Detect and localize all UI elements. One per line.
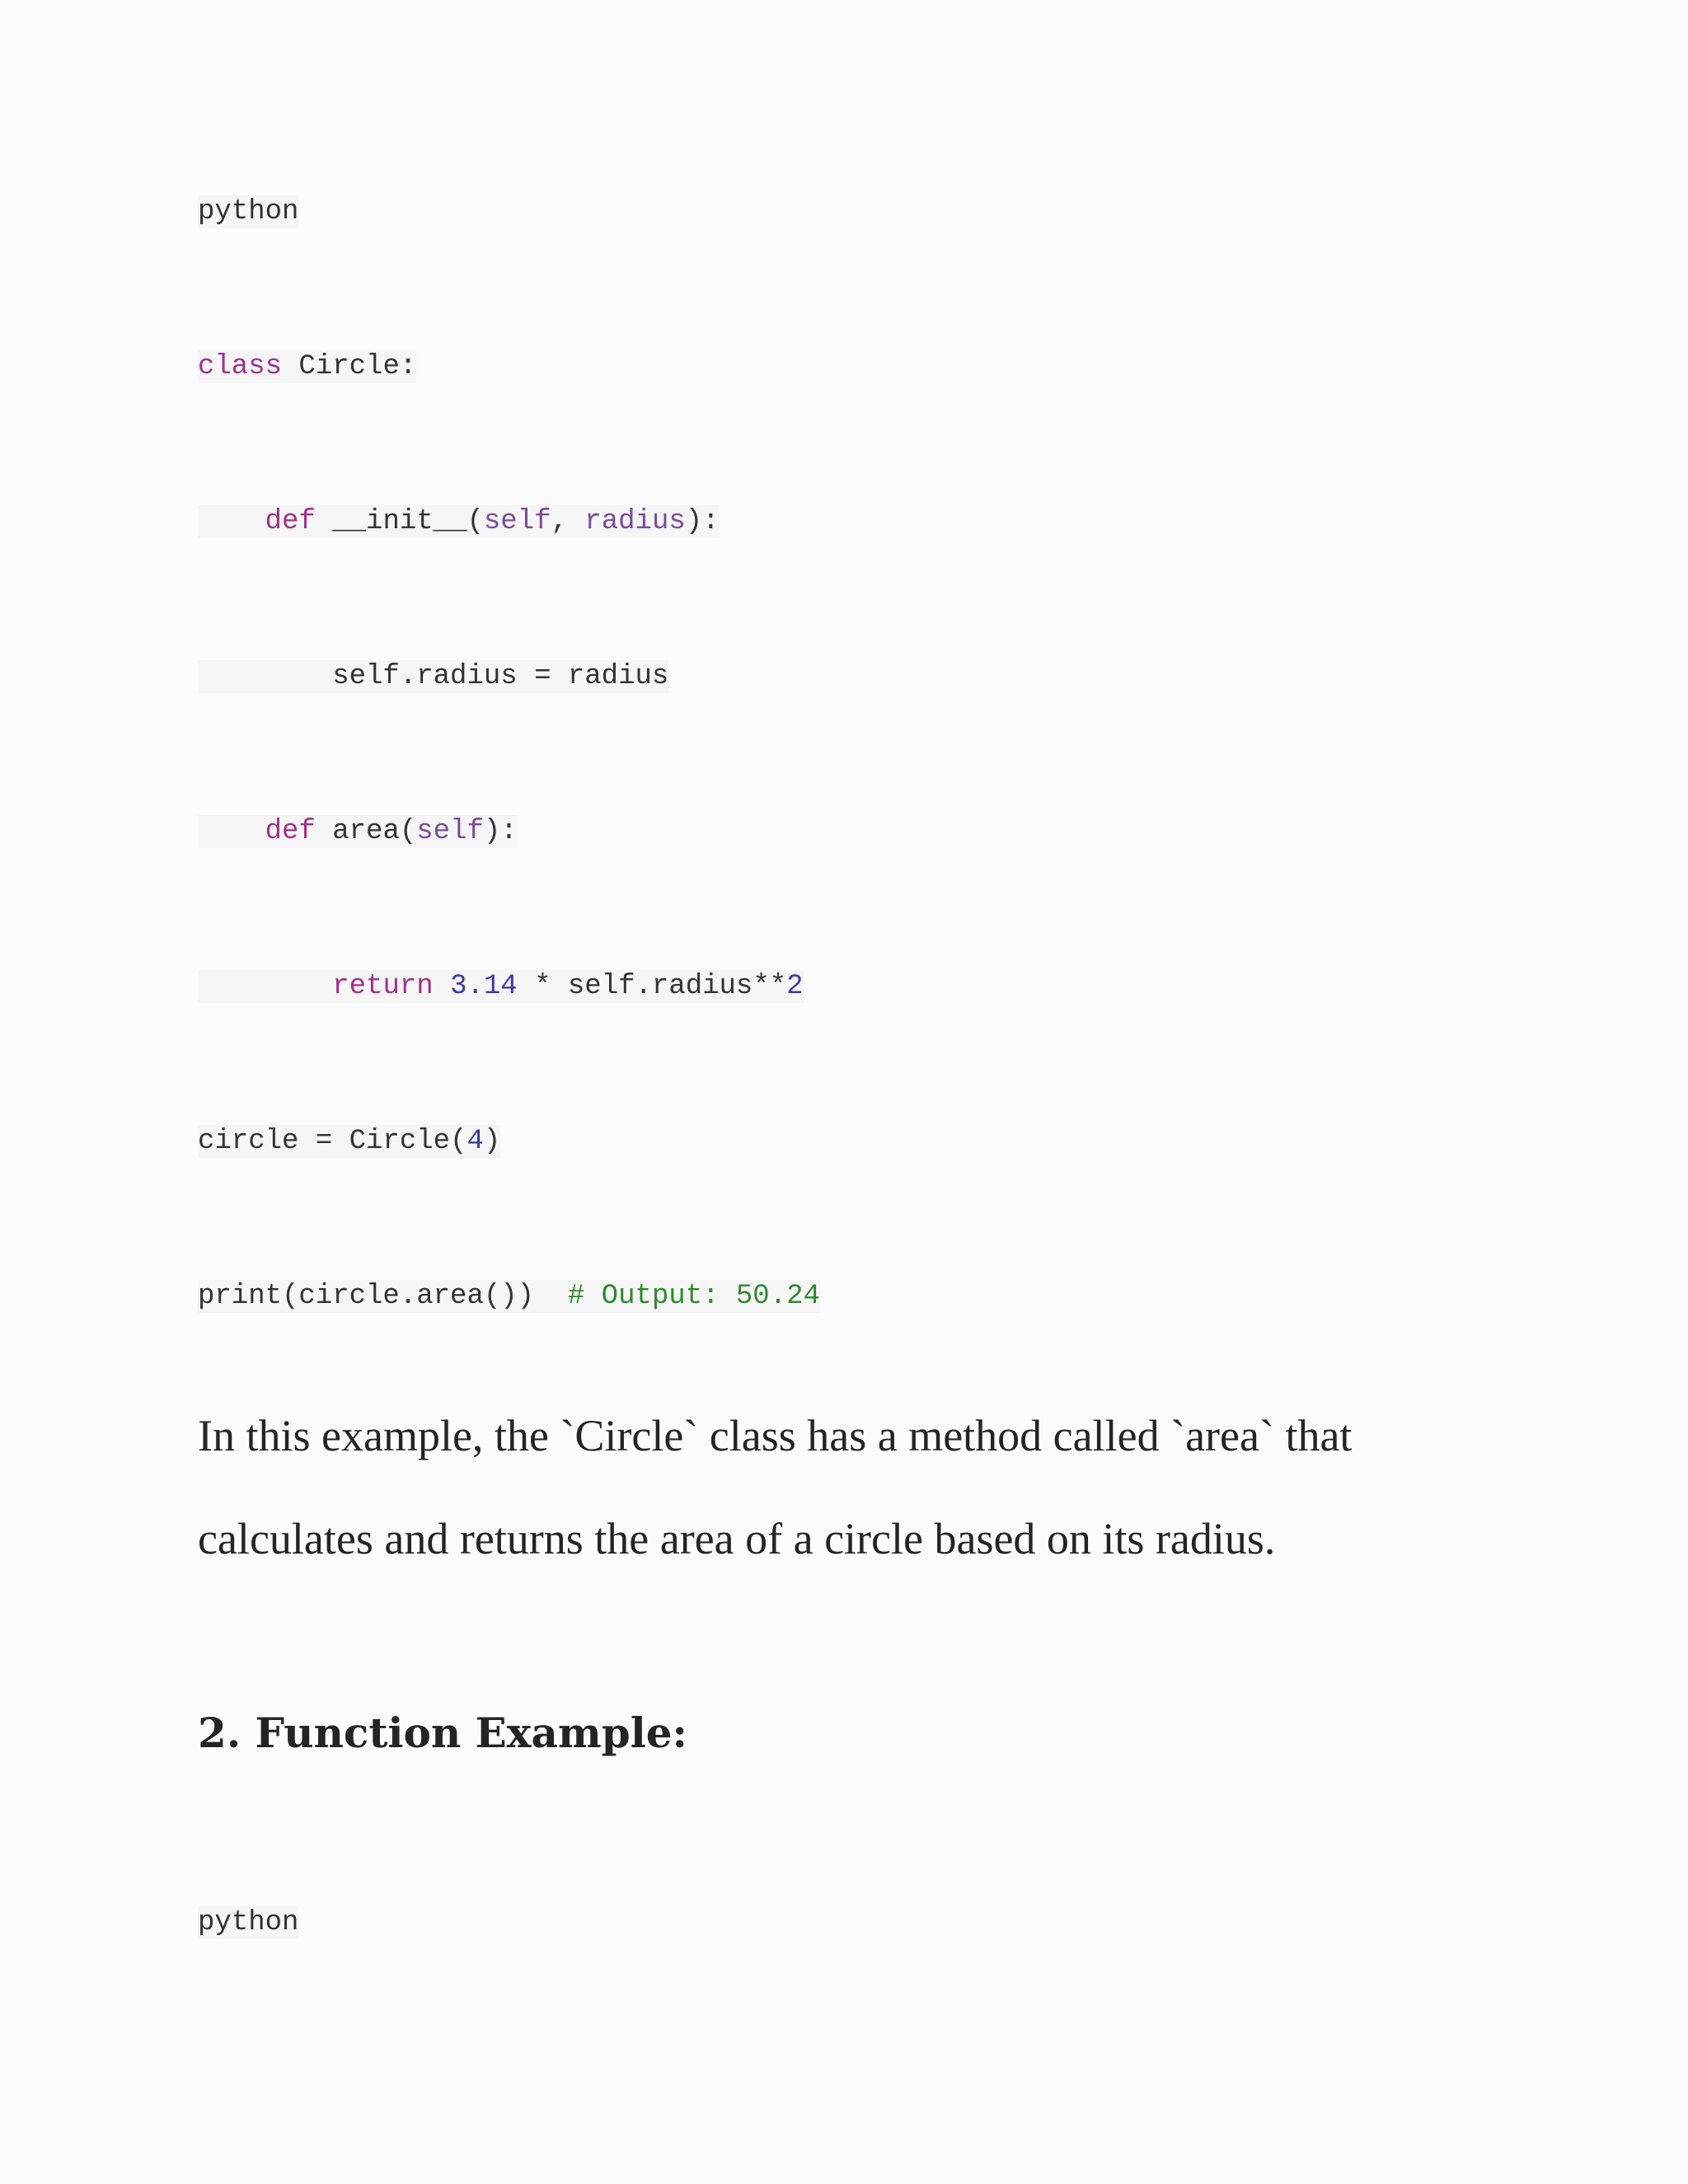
code-line-3 [198, 660, 668, 693]
code-token: __init__( [315, 506, 484, 537]
number-token: 4 [467, 1126, 484, 1157]
keyword-token: return [332, 971, 434, 1002]
code-token: area( [315, 816, 417, 847]
keyword-token: def [265, 506, 316, 537]
number-token: 2 [786, 971, 804, 1002]
keyword-token: class [198, 351, 283, 382]
code-token [434, 971, 450, 1002]
code-token: self.radius = radius [198, 661, 669, 692]
code-token [198, 816, 265, 847]
code-token: circle = Circle( [198, 1126, 467, 1157]
code-token: * self.radius** [517, 971, 787, 1002]
code-token: ): [685, 506, 720, 537]
code-line-5 [198, 970, 804, 1003]
section-heading: 2. Function Example: [198, 1708, 688, 1757]
comment-token: # Output: 50.24 [567, 1281, 820, 1312]
code-language-label: python [198, 196, 299, 227]
keyword-token: def [265, 816, 316, 847]
code-token: Circle: [282, 351, 417, 382]
code-line-4 [198, 815, 518, 848]
code-line-2 [198, 505, 720, 538]
code-token: , [551, 506, 585, 537]
code-line-1 [198, 350, 416, 383]
explanation-paragraph: In this example, the `Circle` class has a method called `area` that calculates and returns the area of a circle based on its radius. [198, 1411, 1353, 1563]
parameter-token: self [416, 816, 484, 847]
parameter-token: radius [584, 506, 686, 537]
parameter-token: self [483, 506, 551, 537]
code-token: ) [483, 1126, 501, 1157]
code-token [198, 971, 332, 1002]
code-token: ): [483, 816, 518, 847]
code-line-6 [198, 1125, 500, 1158]
code-line-7 [198, 1280, 820, 1313]
code-token [198, 506, 265, 537]
code-token: print(circle.area()) [198, 1281, 568, 1312]
number-token: 3.14 [450, 971, 518, 1002]
code-language-label-2: python [198, 1907, 299, 1938]
